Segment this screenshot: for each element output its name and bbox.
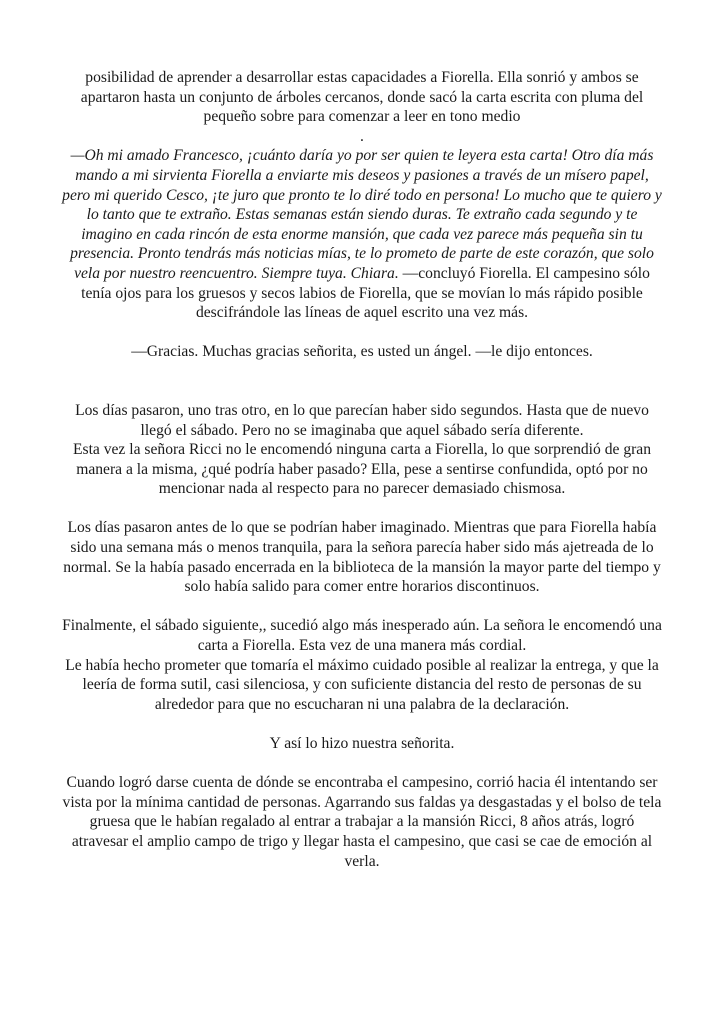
paragraph-thanks: —Gracias. Muchas gracias señorita, es usted un ángel. —le dijo entonces. — [131, 343, 593, 361]
letter-text: —Oh mi amado Francesco, ¡cuánto daría yo por ser quien te leyera esta carta! Otro día más mando a mi sirvienta Fiorella a enviarte mis deseos y pasiones a través de un mísero papel, pero mi querido Cesco, ¡te juro que pronto te lo diré todo en persona! Lo mucho que te quiero y lo tanto que te extraño. Estas semanas están siendo duras. Te extraño cada segundo y te imagino en cada rincón de esta enorme mansión, que cada vez parece más pequeña sin tu presencia. Pronto tendrás más noticias mías, te lo prometo de parte de este corazón, que solo vela por nuestro reencuentro. Siempre tuya. Chiara. — [62, 147, 662, 282]
paragraph-next-saturday: Finalmente, el sábado siguiente,, sucedió algo más inesperado aún. La señora le encomendó una carta a Fiorella. Esta vez de una manera más cordial. — [62, 617, 662, 655]
paragraph-1-dot: . — [360, 127, 364, 145]
letter-conclusion: —concluyó Fiorella. El campesino sólo tenía ojos para los gruesos y secos labios de Fiorella, que se movían lo más rápido posible descifrándole las líneas de aquel escrito una vez más. — [81, 264, 650, 322]
paragraph-so-she-did: Y así lo hizo nuestra señorita. — [269, 735, 455, 752]
paragraph-days-passed: Los días pasaron, uno tras otro, en lo que parecían haber sido segundos. Hasta que de nuevo llegó el sábado. Pero no se imaginaba que aquel sábado sería diferente. — [75, 401, 649, 439]
paragraph-meeting: Cuando logró darse cuenta de dónde se encontraba el campesino, corrió hacia él intentando ser vista por la mínima cantidad de personas. Agarrando sus faldas ya desgastadas y el bolso de tela gruesa que le habían regalado al entrar a trabajar a la mansión Ricci, 8 años atrás, logró atravesar el amplio campo de trigo y llegar hasta el campesino, que casi se cae de emoción al verla. — [62, 774, 662, 870]
paragraph-letter — [62, 146, 662, 322]
paragraph-1: posibilidad de aprender a desarrollar estas capacidades a Fiorella. Ella sonrió y ambos se apartaron hasta un conjunto de árboles cercanos, donde sacó la carta escrita con pluma del pequeño sobre para comenzar a leer en tono medio — [80, 69, 644, 126]
paragraph-no-letter: Esta vez la señora Ricci no le encomendó ninguna carta a Fiorella, lo que sorprendió de gran manera a la misma, ¿qué podría haber pasado? Ella, pese a sentirse confundida, optó por no mencionar nada al respecto para no parecer demasiado chismosa. — [72, 441, 652, 498]
paragraph-promise: Le había hecho prometer que tomaría el máximo cuidado posible al realizar la entrega, y que la leería de forma sutil, casi silenciosa, y con suficiente distancia del resto de personas de su alrededor para que no escucharan ni una palabra de la declaración. — [65, 656, 659, 713]
paragraph-busy-week: Los días pasaron antes de lo que se podrían haber imaginado. Mientras que para Fiorella había sido una semana más o menos tranquila, para la señora parecía haber sido más ajetreada de lo normal. Se la había pasado encerrada en la biblioteca de la mansión la mayor parte del tiempo y solo había salido para comer entre horarios discontinuos. — [63, 519, 661, 596]
